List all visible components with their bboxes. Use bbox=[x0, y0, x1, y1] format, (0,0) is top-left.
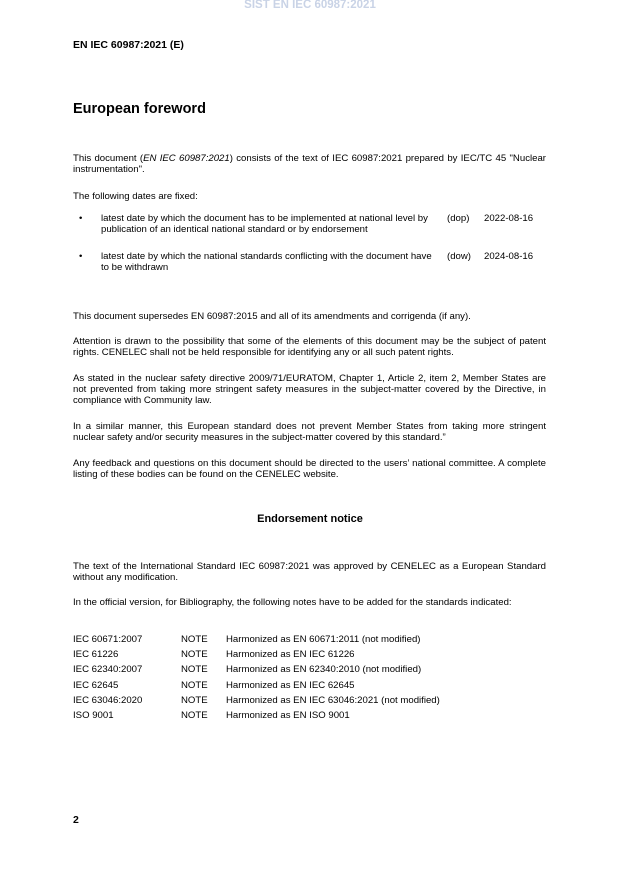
note-text: Harmonized as EN IEC 61226 bbox=[226, 649, 355, 660]
note-standard: ISO 9001 bbox=[73, 710, 114, 721]
watermark: SIST EN IEC 60987:2021 bbox=[244, 0, 376, 11]
patent-paragraph: Attention is drawn to the possibility that some of the elements of this document may be the subject of patent rights. CENELEC shall not be held responsible for identifying any or all such patent rights. bbox=[73, 336, 546, 358]
note-text: Harmonized as EN 62340:2010 (not modified) bbox=[226, 664, 422, 675]
document-id: EN IEC 60987:2021 (E) bbox=[73, 39, 184, 51]
bullet-icon: • bbox=[79, 251, 83, 262]
note-standard: IEC 62645 bbox=[73, 680, 119, 691]
note-standard: IEC 63046:2020 bbox=[73, 695, 143, 706]
date-item-date: 2022-08-16 bbox=[484, 213, 534, 224]
intro-paragraph bbox=[73, 153, 546, 175]
similar-paragraph: In a similar manner, this European standard does not prevent Member States from taking more stringent nuclear safety and/or security measures in the subject-matter covered by this standard.” bbox=[73, 421, 546, 443]
intro-ref: EN IEC 60987:2021 bbox=[143, 153, 230, 164]
notes-intro: In the official version, for Bibliography, the following notes have to be added for the standards indicated: bbox=[73, 597, 512, 608]
section-title: European foreword bbox=[73, 101, 206, 117]
note-text: Harmonized as EN IEC 63046:2021 (not modified) bbox=[226, 695, 440, 706]
dates-intro: The following dates are fixed: bbox=[73, 191, 198, 202]
date-item-date: 2024-08-16 bbox=[484, 251, 534, 262]
note-label: NOTE bbox=[181, 695, 208, 706]
supersedes-paragraph: This document supersedes EN 60987:2015 and all of its amendments and corrigenda (if any). bbox=[73, 311, 471, 322]
note-label: NOTE bbox=[181, 710, 208, 721]
approval-paragraph: The text of the International Standard IEC 60987:2021 was approved by CENELEC as a European Standard without any modification. bbox=[73, 561, 546, 583]
feedback-paragraph: Any feedback and questions on this document should be directed to the users’ national committee. A complete listing of these bodies can be found on the CENELEC website. bbox=[73, 458, 546, 480]
note-label: NOTE bbox=[181, 680, 208, 691]
intro-before: This document ( bbox=[73, 153, 144, 164]
date-item-text: latest date by which the national standards conflicting with the document have to be withdrawn bbox=[101, 251, 432, 273]
note-label: NOTE bbox=[181, 664, 208, 675]
note-label: NOTE bbox=[181, 634, 208, 645]
note-text: Harmonized as EN ISO 9001 bbox=[226, 710, 350, 721]
date-item-text: latest date by which the document has to be implemented at national level by publication of an identical national standard or by endorsement bbox=[101, 213, 428, 235]
directive-paragraph: As stated in the nuclear safety directive 2009/71/EURATOM, Chapter 1, Article 2, item 2, Member States are not prevented from taking more stringent safety measures in the subject-matter covered by the Directive, in compliance with Community law. bbox=[73, 373, 546, 406]
endorsement-title: Endorsement notice bbox=[257, 513, 363, 525]
bullet-icon: • bbox=[79, 213, 83, 224]
note-label: NOTE bbox=[181, 649, 208, 660]
date-item-code: (dow) bbox=[447, 251, 471, 262]
note-standard: IEC 60671:2007 bbox=[73, 634, 143, 645]
note-text: Harmonized as EN 60671:2011 (not modified) bbox=[226, 634, 421, 645]
page-number: 2 bbox=[73, 814, 79, 826]
note-text: Harmonized as EN IEC 62645 bbox=[226, 680, 355, 691]
note-standard: IEC 62340:2007 bbox=[73, 664, 143, 675]
date-item-code: (dop) bbox=[447, 213, 470, 224]
intro-after: ) consists of the text of IEC 60987:2021 prepared by IEC/TC 45 "Nuclear instrumentation". bbox=[73, 153, 546, 175]
note-standard: IEC 61226 bbox=[73, 649, 119, 660]
